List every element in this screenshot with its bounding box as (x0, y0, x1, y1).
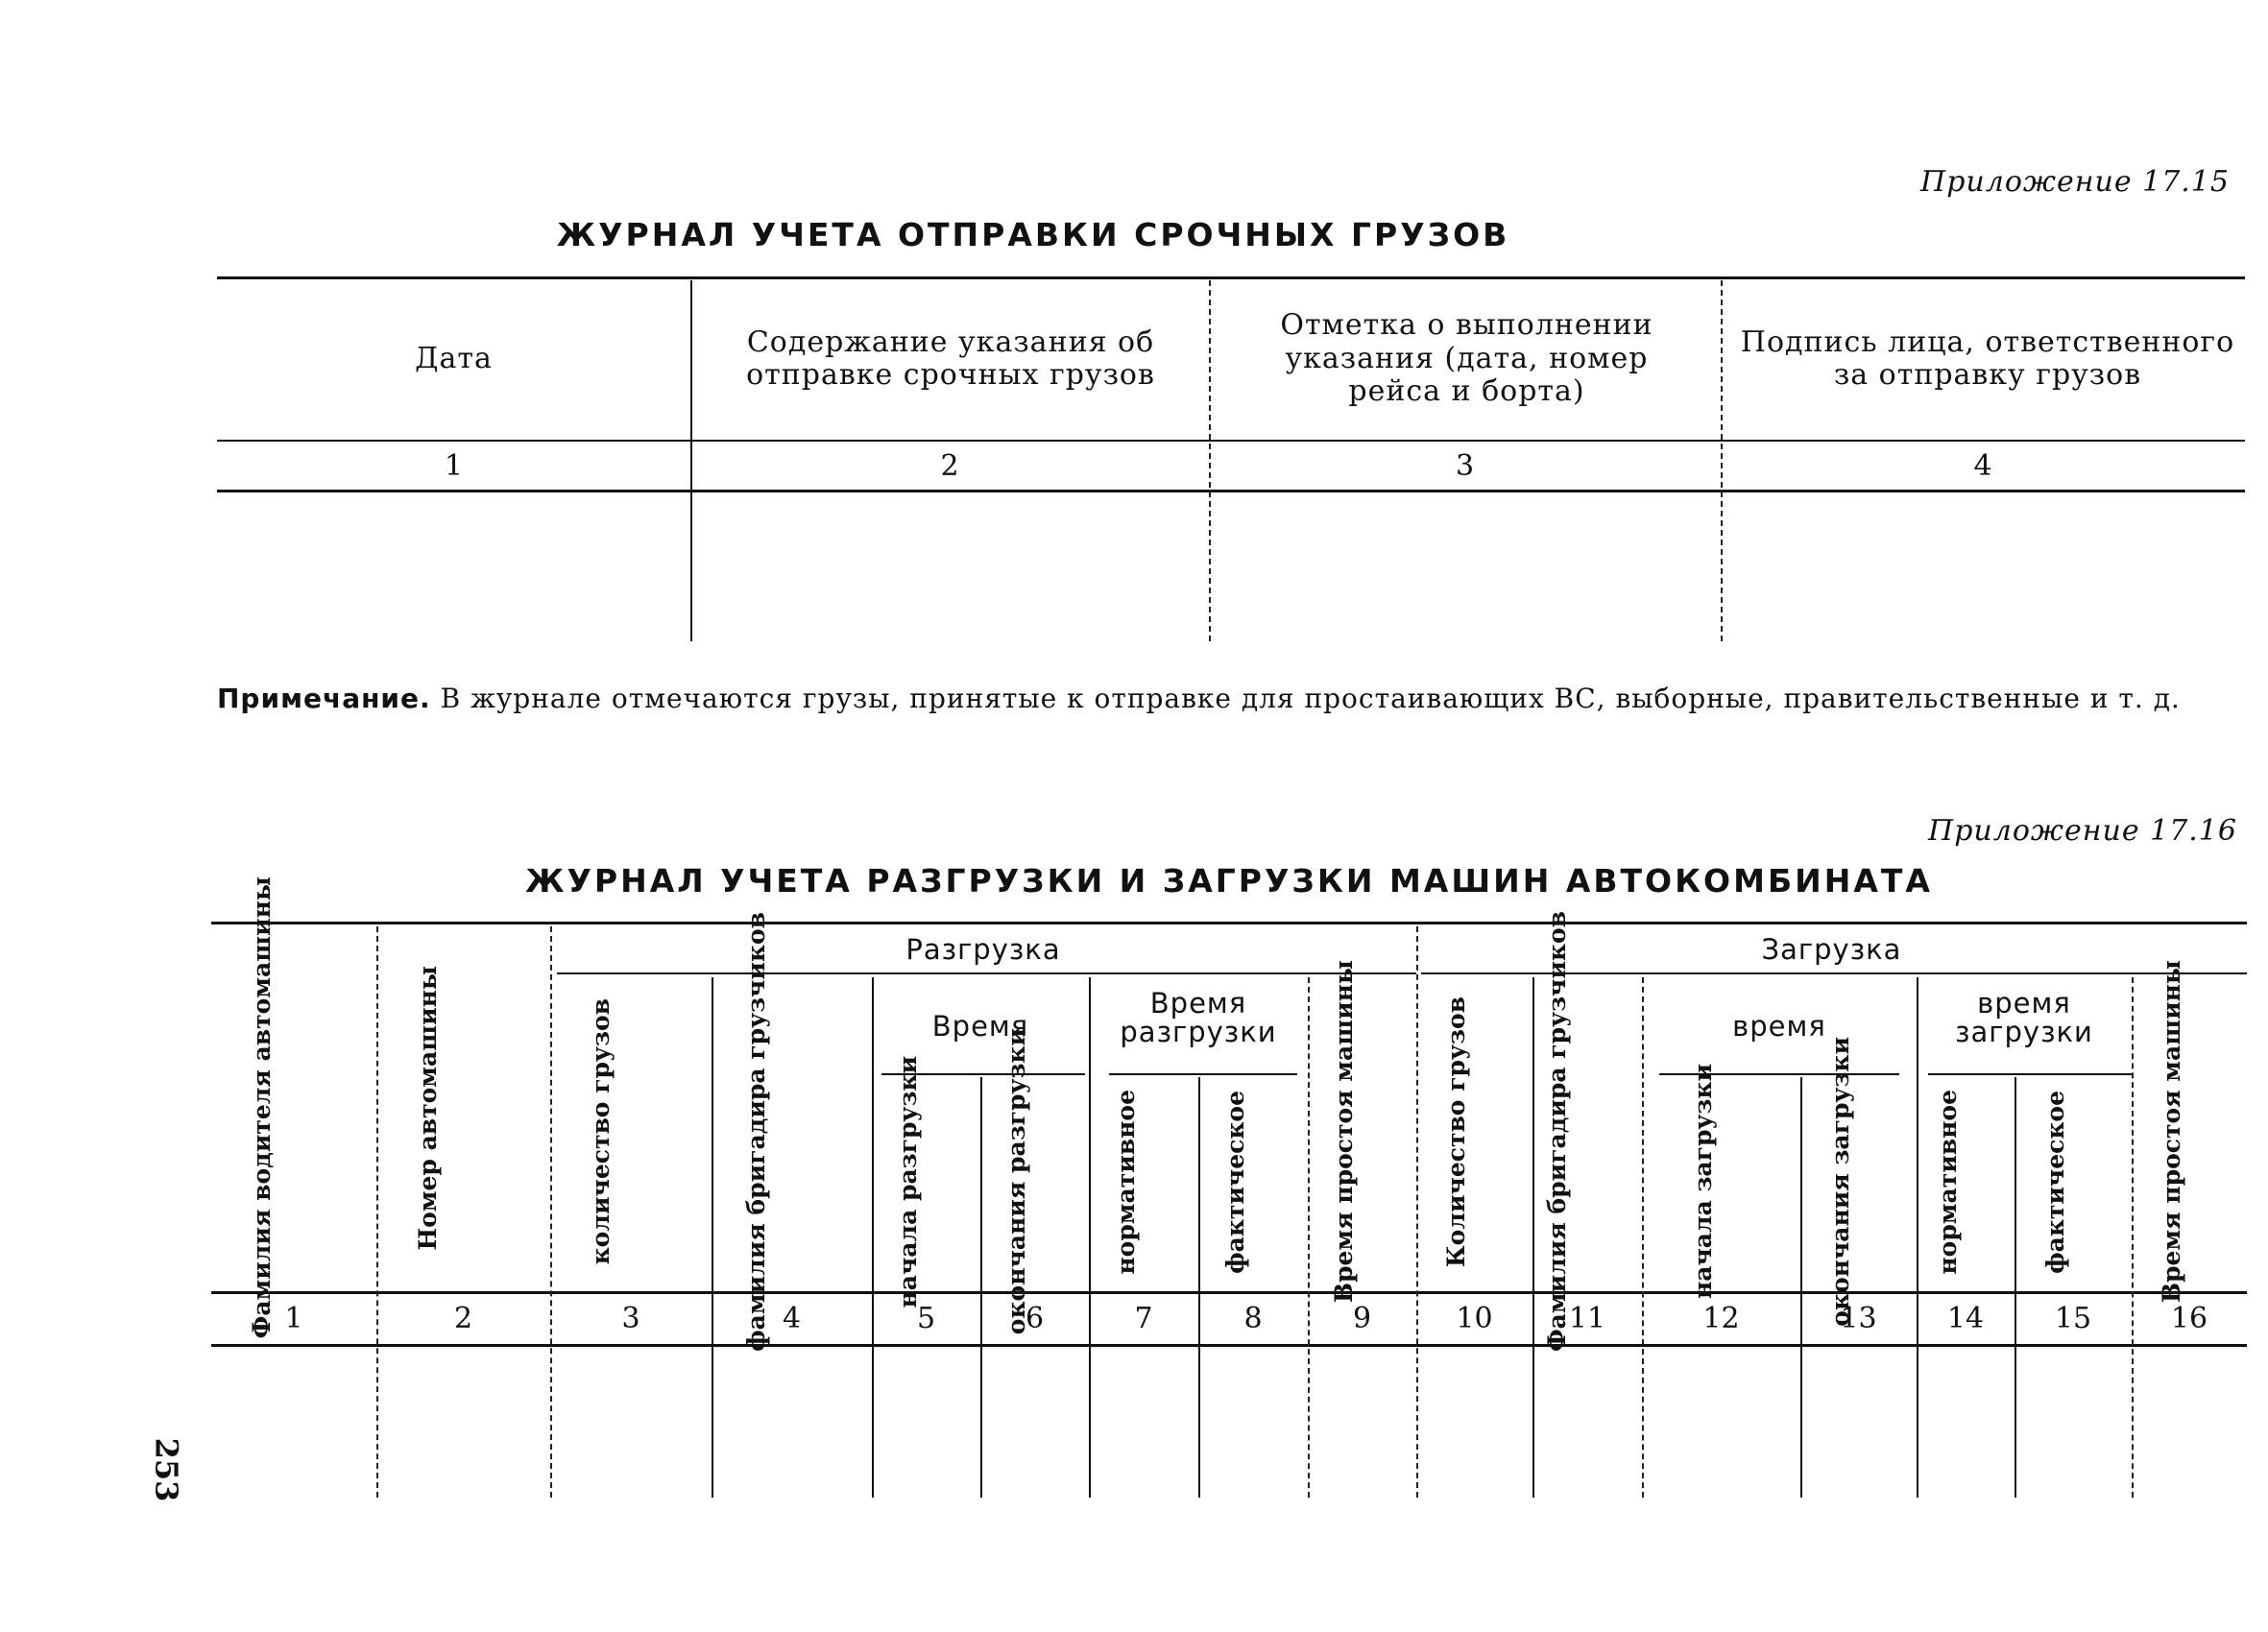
table-2-divider (1800, 1077, 1802, 1498)
table-2-col-number: 11 (1568, 1302, 1606, 1335)
table-2-col-number: 7 (1134, 1302, 1153, 1335)
table-1-header-mark: Отметка о выполнении указания (дата, номер рейса и борта) (1280, 308, 1653, 409)
col-header-load-idle: Время простоя машины (2157, 960, 2185, 1304)
table-2-divider (712, 977, 713, 1498)
table-2-col-number: 10 (1456, 1302, 1493, 1335)
table-1-header-content: Содержание указания об отправке срочных грузов (746, 324, 1155, 392)
col-header-unload-end: окончания разгрузки (1002, 1028, 1030, 1335)
note-text: В журнале отмечаются грузы, принятые к отправке для простаивающих ВС, выборные, правительственные и т. д. (440, 683, 2181, 714)
table-2-col-number: 4 (782, 1302, 802, 1335)
col-header-load-actual: фактическое (2040, 1090, 2069, 1274)
table-1-col-number: 1 (444, 449, 464, 483)
table-2-divider (550, 926, 552, 1498)
col-header-load-end: окончания загрузки (1826, 1037, 1854, 1327)
col-header-unload-start: начала разгрузки (894, 1055, 922, 1308)
col-header-unload-normative: нормативное (1111, 1089, 1140, 1275)
table-2-number-rule (211, 1344, 2247, 1347)
table-2-divider (1198, 1077, 1200, 1498)
col-header-load-quantity: Количество грузов (1442, 996, 1470, 1268)
note-label: Примечание. (217, 683, 431, 714)
col-header-load-normative: нормативное (1933, 1089, 1962, 1275)
table-1-number-rule (217, 490, 2245, 492)
sub-time-load: время (1732, 1010, 1826, 1043)
col-header-unload-foreman: фамилия бригадира грузчиков (742, 912, 770, 1352)
table-2-col-number: 9 (1352, 1302, 1372, 1335)
col-header-unload-actual: фактическое (1220, 1090, 1249, 1274)
table-1-top-rule (217, 276, 2245, 279)
table-2-col-number: 1 (284, 1302, 303, 1335)
table-1-col-number: 2 (940, 449, 959, 483)
table-2-divider (1416, 926, 1418, 1498)
table-2-sub-rule (1928, 1073, 2132, 1075)
table-2-divider (2015, 1077, 2016, 1498)
sub-time-unload: Время (931, 1010, 1029, 1043)
col-header-load-foreman: Фамилия бригадира грузчиков (1542, 911, 1571, 1353)
sub-duration-load: время загрузки (1955, 987, 2093, 1049)
page-number: 253 (148, 1437, 185, 1502)
table-1-col-number: 4 (1973, 449, 1992, 483)
note (217, 680, 2245, 719)
table-2-divider (1917, 977, 1918, 1498)
table-2-col-number: 6 (1025, 1302, 1045, 1335)
table-2-col-number: 15 (2054, 1302, 2092, 1335)
col-header-car-number: Номер автомашины (414, 965, 442, 1251)
table-2-col-number: 2 (453, 1302, 473, 1335)
table-2-divider (1308, 977, 1310, 1498)
table-2-col-number: 14 (1946, 1302, 1985, 1335)
group-unload: Разгрузка (905, 933, 1061, 966)
table-2-header-rule (211, 1291, 2247, 1294)
appendix-label-2: Приложение 17.16 (1928, 814, 2237, 848)
table-2-top-rule (211, 922, 2247, 924)
table-2-divider (2132, 977, 2134, 1498)
col-header-unload-idle: Время простоя машины (1330, 960, 1358, 1304)
col-header-load-start: начала загрузки (1689, 1064, 1717, 1300)
table-2-divider (980, 1077, 982, 1498)
table-2-sub-rule (1109, 1073, 1297, 1075)
table-1-header-signature: Подпись лица, ответственного за отправку грузов (1740, 324, 2235, 392)
table-1-header-rule (217, 440, 2245, 442)
table-1-col-number: 3 (1455, 449, 1475, 483)
appendix-label-1: Приложение 17.15 (1920, 165, 2230, 199)
table-2-divider (1089, 977, 1091, 1498)
table-2-col-number: 8 (1243, 1302, 1263, 1335)
table-2-title: ЖУРНАЛ УЧЕТА РАЗГРУЗКИ И ЗАГРУЗКИ МАШИН АВТОКОМБИНАТА (525, 862, 1933, 900)
table-2-group-rule (557, 972, 1416, 974)
table-2-divider (376, 926, 378, 1498)
table-2-divider (872, 977, 874, 1498)
table-2-col-number: 5 (916, 1302, 936, 1335)
col-header-driver: Фамилия водителя автомашины (248, 876, 276, 1339)
table-2-col-number: 3 (621, 1302, 640, 1335)
sub-duration-unload: Время разгрузки (1120, 987, 1277, 1049)
table-2-col-number: 16 (2170, 1302, 2208, 1335)
table-1-title: ЖУРНАЛ УЧЕТА ОТПРАВКИ СРОЧНЫХ ГРУЗОВ (556, 216, 1510, 253)
table-2-col-number: 12 (1702, 1302, 1740, 1335)
table-2-col-number: 13 (1840, 1302, 1877, 1335)
table-2-divider (1642, 977, 1644, 1498)
group-load: Загрузка (1761, 933, 1902, 966)
table-2-divider (1532, 977, 1534, 1498)
col-header-unload-quantity: количество грузов (586, 998, 615, 1265)
table-1-header-date: Дата (415, 341, 493, 375)
